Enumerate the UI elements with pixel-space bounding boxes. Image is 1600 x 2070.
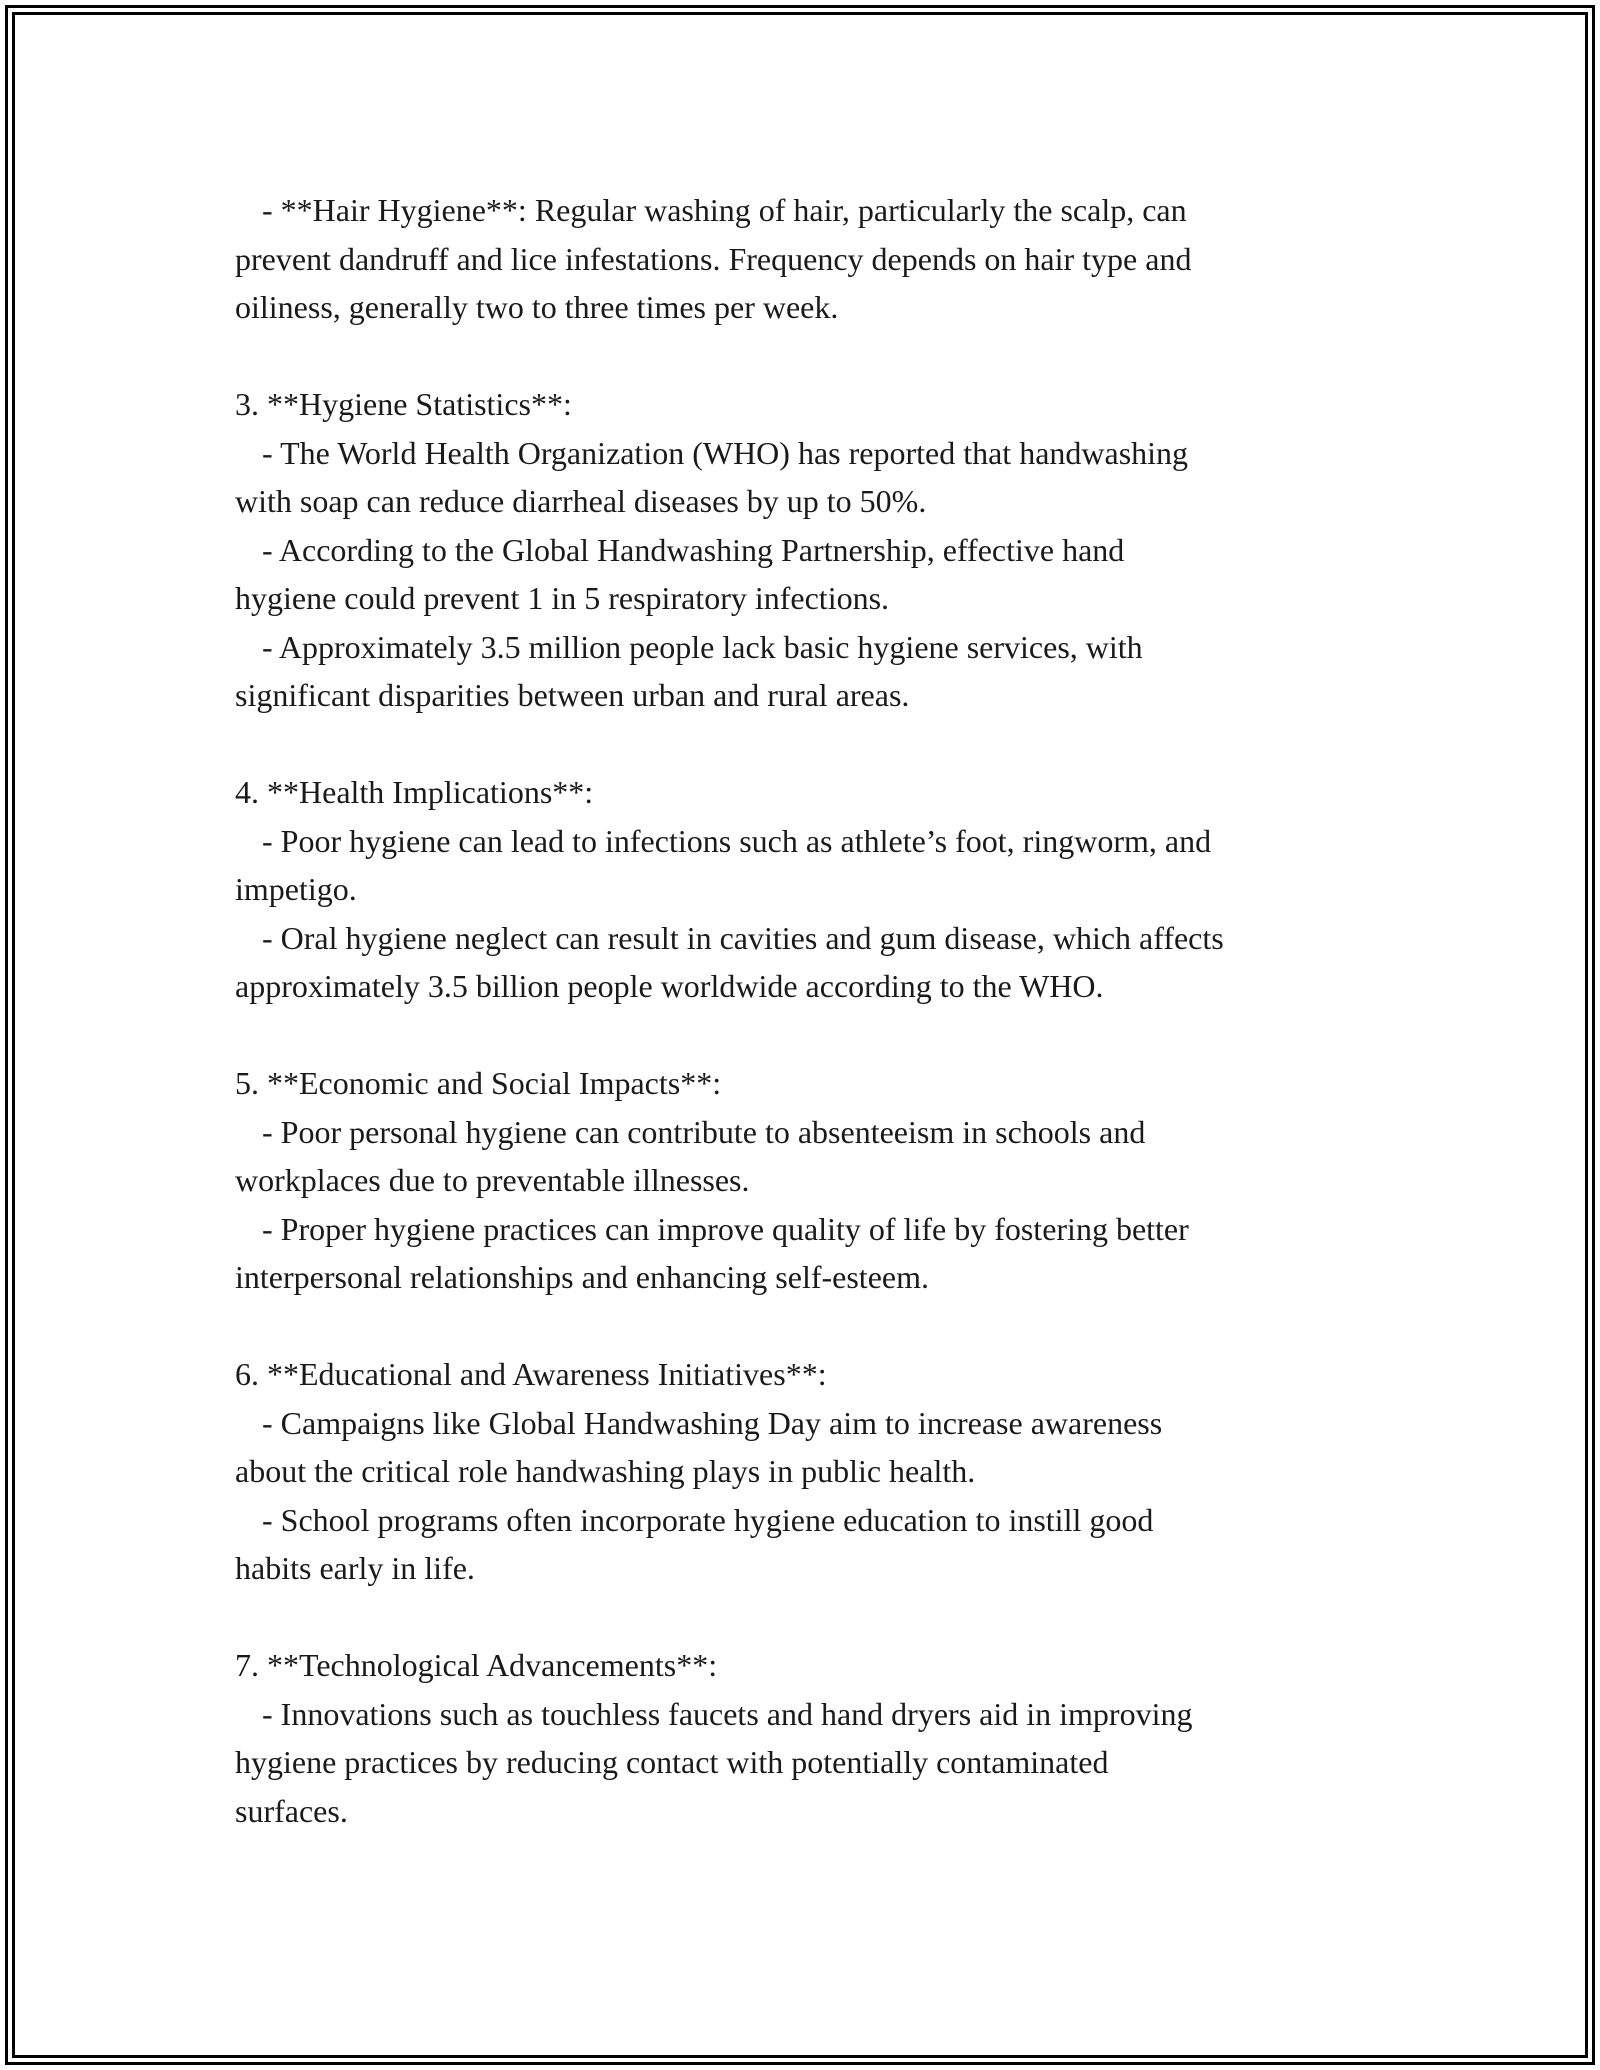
bullet-line-first: - Proper hygiene practices can improve quality of life by fostering better [262,1210,1189,1247]
bullet-line-continued: prevent dandruff and lice infestations. Frequency depends on hair type and [235,240,1192,277]
section-block [235,1641,1415,1835]
bullet-line-continued: significant disparities between urban and rural areas. [235,677,910,713]
bullet-line-continued: approximately 3.5 billion people worldwide according to the WHO. [235,968,1104,1004]
section-block [235,186,1415,332]
bullet-line-continued: habits early in life. [235,1550,475,1586]
bullet-line-continued: hygiene practices by reducing contact with potentially contaminated [235,1744,1109,1780]
document-body [235,186,1415,1835]
section-heading: 5. **Economic and Social Impacts**: [235,1065,722,1101]
bullet-line-continued: about the critical role handwashing plays in public health. [235,1453,976,1489]
bullet-line-continued: with soap can reduce diarrheal diseases by up to 50%. [235,483,927,519]
section-block [235,1350,1415,1593]
bullet-line-first: - School programs often incorporate hygiene education to instill good [262,1501,1154,1538]
bullet-line-first: - Poor personal hygiene can contribute to absenteeism in schools and [262,1113,1146,1150]
section-heading: 7. **Technological Advancements**: [235,1647,718,1683]
section-heading: 6. **Educational and Awareness Initiatives**: [235,1356,827,1392]
section-block [235,768,1415,1011]
bullet-line-continued: hygiene could prevent 1 in 5 respiratory infections. [235,580,890,616]
bullet-line-first: - Campaigns like Global Handwashing Day aim to increase awareness [262,1404,1163,1441]
bullet-line-first: - Approximately 3.5 million people lack basic hygiene services, with [262,628,1143,665]
bullet-line-continued: workplaces due to preventable illnesses. [235,1162,750,1198]
bullet-line-first: - **Hair Hygiene**: Regular washing of hair, particularly the scalp, can [262,192,1187,228]
bullet-line-continued: oiliness, generally two to three times per week. [235,289,839,325]
section-block [235,380,1415,720]
bullet-line-continued: interpersonal relationships and enhancing self-esteem. [235,1259,929,1295]
section-heading: 3. **Hygiene Statistics**: [235,386,572,422]
bullet-line-continued: surfaces. [235,1792,348,1829]
bullet-line-first: - Oral hygiene neglect can result in cavities and gum disease, which affects [262,919,1224,956]
section-block [235,1059,1415,1302]
bullet-line-continued: impetigo. [235,871,357,907]
bullet-line-first: - The World Health Organization (WHO) has reported that handwashing [262,434,1189,471]
bullet-line-first: - Poor hygiene can lead to infections such as athlete’s foot, ringworm, and [262,822,1212,859]
section-heading: 4. **Health Implications**: [235,774,594,810]
bullet-line-first: - Innovations such as touchless faucets and hand dryers aid in improving [262,1695,1193,1732]
bullet-line-first: - According to the Global Handwashing Partnership, effective hand [262,531,1125,568]
